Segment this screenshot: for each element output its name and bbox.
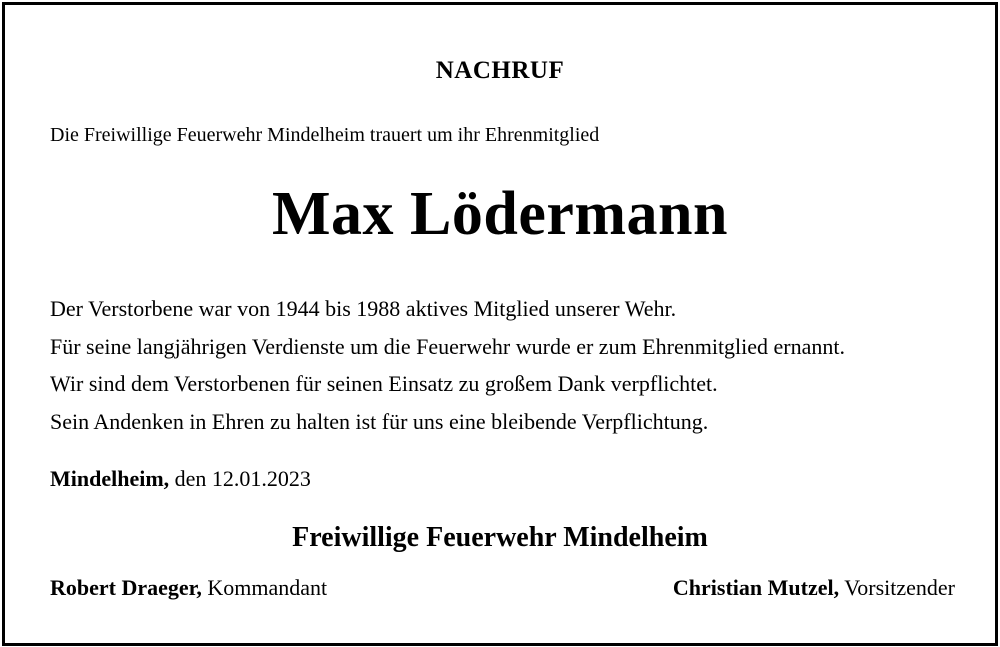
deceased-name: Max Lödermann	[272, 180, 728, 248]
body-line: Sein Andenken in Ehren zu halten ist für uns eine bleibende Verpflichtung.	[50, 408, 709, 434]
organization-name: Freiwillige Feuerwehr Mindelheim	[292, 522, 708, 553]
body-line: Der Verstorbene war von 1944 bis 1988 aktives Mitglied unserer Wehr.	[50, 296, 677, 321]
signatory-right	[673, 575, 955, 601]
obituary-notice	[2, 2, 998, 646]
signatory-role: Vorsitzender	[839, 575, 955, 600]
signatory-left	[50, 575, 327, 601]
body-line: Wir sind dem Verstorbenen für seinen Einsatz zu großem Dank verpflichtet.	[50, 371, 718, 396]
signatory-name: Robert Draeger,	[50, 575, 202, 600]
body-paragraph	[50, 290, 970, 440]
place-name: Mindelheim,	[50, 466, 170, 491]
signatory-role: Kommandant	[201, 575, 328, 600]
date-text: den 12.01.2023	[169, 466, 311, 491]
signatory-name: Christian Mutzel,	[672, 575, 840, 600]
notice-heading: NACHRUF	[435, 57, 565, 84]
place-date-line	[50, 466, 311, 492]
body-line: Für seine langjährigen Verdienste um die Feuerwehr wurde er zum Ehrenmitglied ernannt.	[50, 333, 846, 359]
intro-line: Die Freiwillige Feuerwehr Mindelheim trauert um ihr Ehrenmitglied	[50, 124, 600, 146]
